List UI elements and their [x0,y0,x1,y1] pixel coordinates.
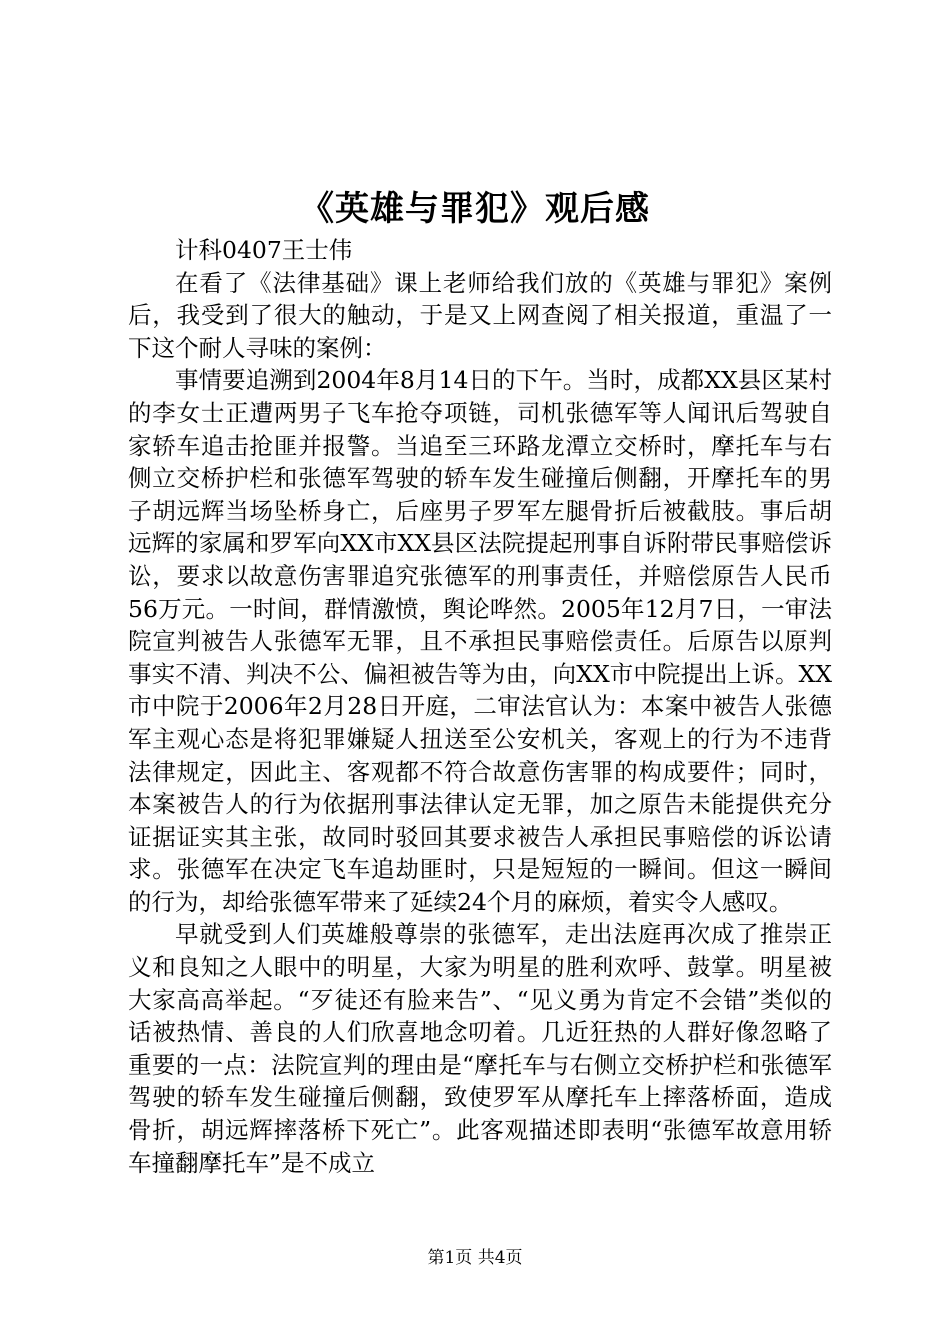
author-line: 计科0407王士伟 [175,236,353,264]
paragraph-3: 早就受到人们英雄般尊崇的张德军，走出法庭再次成了推崇正义和良知之人眼中的明星，大家为明星的胜利欢呼、鼓掌。明星被大家高高举起。“歹徒还有脸来告”、“见义勇为肯定不会错”类似的话被热情、善良的人们欣喜地念叨着。几近狂热的人群好像忽略了重要的一点：法院宣判的理由是“摩托车与右侧立交桥护栏和张德军驾驶的轿车发生碰撞后侧翻，致使罗军从摩托车上摔落桥面，造成骨折，胡远辉摔落桥下死亡”。此客观描述即表明“张德军故意用轿车撞翻摩托车”是不成立 [128,920,832,1177]
paragraph-2: 事情要追溯到2004年8月14日的下午。当时，成都XX县区某村的李女士正遭两男子飞车抢夺项链，司机张德军等人闻讯后驾驶自家轿车追击抢匪并报警。当追至三环路龙潭立交桥时，摩托车与右侧立交桥护栏和张德军驾驶的轿车发生碰撞后侧翻，开摩托车的男子胡远辉当场坠桥身亡，后座男子罗军左腿骨折后被截肢。事后胡远辉的家属和罗军向XX市XX县区法院提起刑事自诉附带民事赔偿诉讼，要求以故意伤害罪追究张德军的刑事责任，并赔偿原告人民币56万元。一时间，群情激愤，舆论哗然。2005年12月7日，一审法院宣判被告人张德军无罪，且不承担民事赔偿责任。后原告以原判事实不清、判决不公、偏袒被告等为由，向XX市中院提出上诉。XX市中院于2006年2月28日开庭，二审法官认为：本案中被告人张德军主观心态是将犯罪嫌疑人扭送至公安机关，客观上的行为不违背法律规定，因此主、客观都不符合故意伤害罪的构成要件；同时，本案被告人的行为依据刑事法律认定无罪，加之原告未能提供充分证据证实其主张，故同时驳回其要求被告人承担民事赔偿的诉讼请求。张德军在决定飞车追劫匪时，只是短短的一瞬间。但这一瞬间的行为，却给张德军带来了延续24个月的麻烦，着实令人感叹。 [128,366,832,916]
paragraph-1: 在看了《法律基础》课上老师给我们放的《英雄与罪犯》案例后，我受到了很大的触动，于是又上网查阅了相关报道，重温了一下这个耐人寻味的案例： [128,268,832,362]
page-footer: 第1页 共4页 [427,1248,523,1268]
document-title: 《英雄与罪犯》观后感 [300,189,650,229]
document-body [128,234,832,1179]
